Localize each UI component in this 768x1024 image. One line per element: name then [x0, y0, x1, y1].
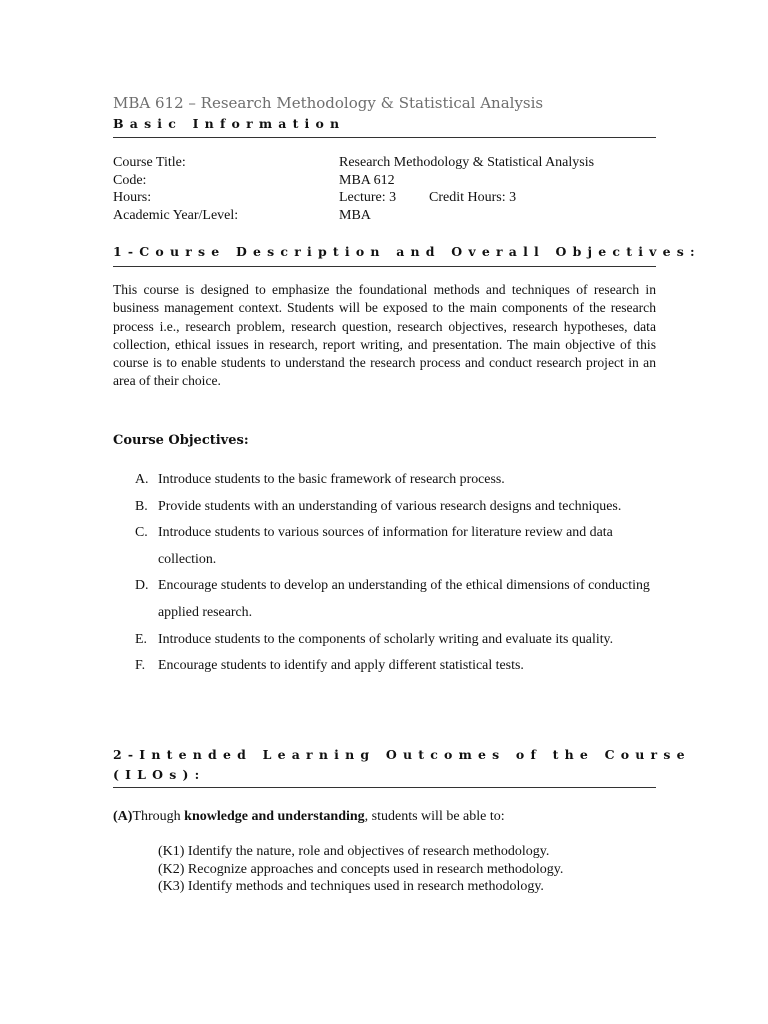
info-value: MBA — [339, 207, 371, 223]
course-description: This course is designed to emphasize the foundational methods and techniques of research in business management context. Students will be exposed to the main components of the research process i.e., research problem, research question, research objectives, research hypotheses, data collection, ethical issues in research, report writing, and presentation. The main objective of this course is to enable students to understand the research process and conduct research project in an area of their choice. — [113, 282, 656, 389]
knowledge-outcomes-list — [158, 843, 563, 896]
info-label: Hours: — [113, 190, 152, 206]
divider — [113, 137, 656, 138]
ilo-a-intro — [113, 809, 505, 825]
divider — [113, 787, 656, 788]
list-item — [113, 467, 663, 494]
info-label: Code: — [113, 172, 147, 188]
list-text: Introduce students to the components of scholarly writing and evaluate its quality. — [158, 631, 614, 647]
info-value: MBA 612 — [339, 172, 395, 188]
list-letter: E. — [135, 631, 147, 647]
list-text: Provide students with an understanding of various research designs and techniques. — [158, 498, 622, 514]
objectives-list — [113, 467, 663, 680]
list-item — [113, 520, 663, 573]
divider — [113, 266, 656, 267]
list-item — [113, 653, 663, 680]
list-letter: B. — [135, 498, 148, 514]
info-value: Research Methodology & Statistical Analysis — [339, 155, 595, 170]
list-letter: D. — [135, 578, 149, 594]
course-objectives-heading: Course Objectives: — [113, 433, 249, 448]
list-text: Encourage students to develop an understanding of the ethical dimensions of conducting applied research. — [158, 578, 650, 620]
list-text: Introduce students to various sources of information for literature review and data collection. — [158, 525, 613, 567]
list-letter: A. — [135, 472, 149, 487]
basic-info-heading: Basic Information — [113, 116, 346, 131]
ilo-a-bold: knowledge and understanding — [184, 809, 365, 824]
list-item — [113, 494, 663, 521]
list-item: (K3) Identify methods and techniques used in research methodology. — [158, 879, 544, 895]
list-text: Introduce students to the basic framework of research process. — [158, 472, 505, 487]
info-label: Academic Year/Level: — [113, 207, 239, 223]
ilo-a-pre: Through — [132, 809, 185, 824]
section2-heading: 2-Intended Learning Outcomes of the Course — [113, 747, 691, 762]
info-label: Course Title: — [113, 155, 186, 170]
section1-heading: 1-Course Description and Overall Objectives: — [113, 244, 701, 259]
list-letter: C. — [135, 525, 148, 541]
list-letter: F. — [135, 658, 146, 674]
list-item: (K1) Identify the nature, role and objectives of research methodology. — [158, 844, 550, 859]
ilo-a-label: (A) — [113, 809, 133, 824]
list-text: Encourage students to identify and apply different statistical tests. — [158, 658, 524, 674]
list-item — [113, 573, 663, 626]
info-value-credit-hours: Credit Hours: 3 — [429, 190, 517, 206]
list-item — [113, 627, 663, 654]
document-title: MBA 612 – Research Methodology & Statistical Analysis — [113, 94, 544, 112]
section2-heading-cont: (ILOs): — [113, 767, 206, 782]
info-value: Lecture: 3 — [339, 190, 397, 206]
list-item: (K2) Recognize approaches and concepts used in research methodology. — [158, 861, 564, 877]
ilo-a-post: , students will be able to: — [364, 809, 505, 824]
